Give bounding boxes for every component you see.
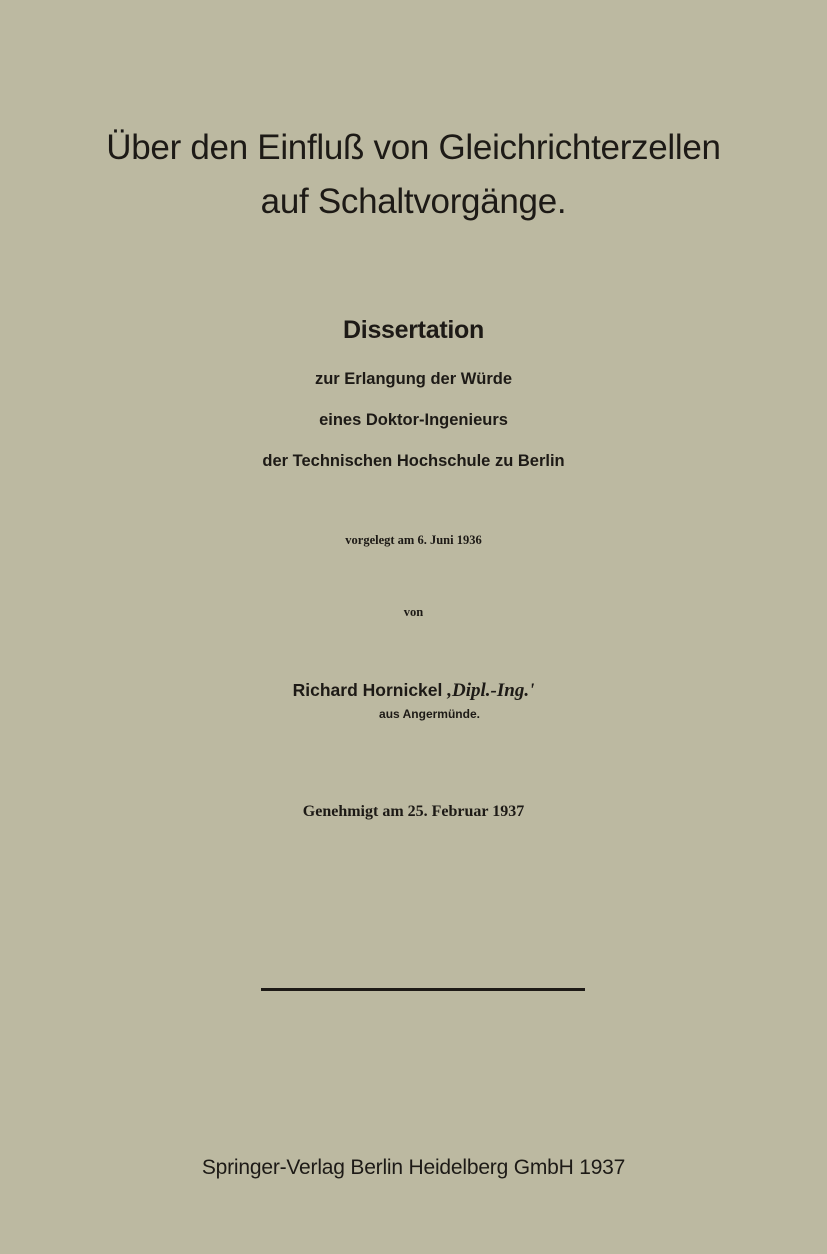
title-line-2: auf Schaltvorgänge. <box>260 182 567 221</box>
dissertation-heading: Dissertation <box>343 316 484 344</box>
by-label: von <box>403 605 424 619</box>
divider-rule <box>261 988 585 991</box>
submitted-date: vorgelegt am 6. Juni 1936 <box>345 533 482 547</box>
approved-date: Genehmigt am 25. Februar 1937 <box>302 803 525 820</box>
author-degree: ,Dipl.-Ing.' <box>447 680 535 701</box>
thesis-line-3: der Technischen Hochschule zu Berlin <box>262 452 565 470</box>
title-line-1: Über den Einfluß von Gleichrichterzellen <box>106 128 721 167</box>
thesis-line-1: zur Erlangung der Würde <box>314 370 513 388</box>
author-origin: aus Angermünde. <box>379 707 480 721</box>
author-name: Richard Hornickel <box>292 680 443 700</box>
publisher-line: Springer-Verlag Berlin Heidelberg GmbH 1937 <box>201 1156 626 1179</box>
author-line <box>0 680 827 702</box>
thesis-line-2: eines Doktor-Ingenieurs <box>319 411 508 429</box>
